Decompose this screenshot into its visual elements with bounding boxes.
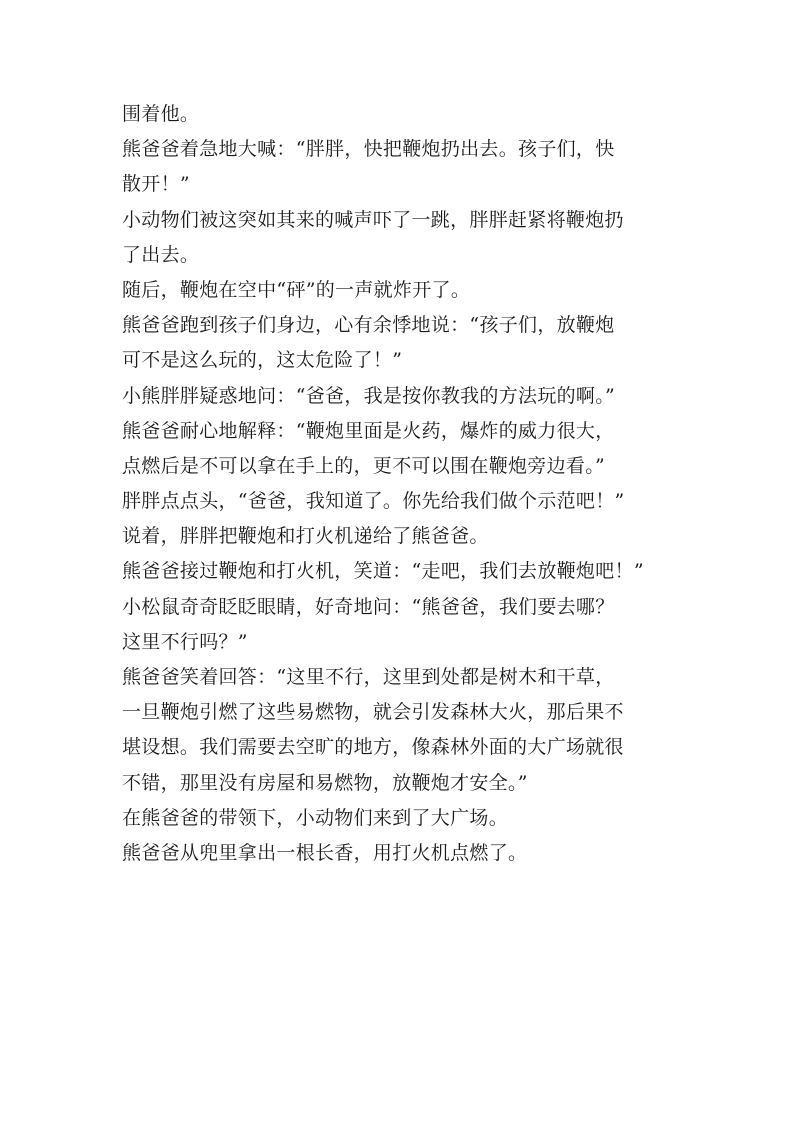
text-line: 熊爸爸从兜里拿出一根长香，用打火机点燃了。: [122, 841, 528, 864]
text-line: 小松鼠奇奇眨眨眼睛，好奇地问：“熊爸爸，我们要去哪？: [122, 595, 615, 618]
text-line: 点燃后是不可以拿在手上的，更不可以围在鞭炮旁边看。”: [122, 454, 606, 477]
text-line: 熊爸爸接过鞭炮和打火机，笑道：“走吧，我们去放鞭炮吧！”: [122, 560, 644, 583]
text-line: 熊爸爸耐心地解释：“鞭炮里面是火药，爆炸的威力很大，: [122, 419, 615, 442]
text-line: 这里不行吗？”: [122, 630, 248, 653]
text-line: 随后，鞭炮在空中“砰”的一声就炸开了。: [122, 278, 471, 301]
text-line: 可不是这么玩的，这太危险了！”: [122, 349, 403, 372]
text-line: 说着，胖胖把鞭炮和打火机递给了熊爸爸。: [122, 525, 489, 548]
text-line: 围着他。: [122, 103, 200, 125]
text-line: 不错，那里没有房屋和易燃物，放鞭炮才安全。”: [122, 771, 528, 794]
story-text: [122, 97, 682, 871]
text-line: 胖胖点点头，“爸爸，我知道了。你先给我们做个示范吧！”: [122, 490, 625, 513]
text-line: 熊爸爸着急地大喊：“胖胖，快把鞭炮扔出去。孩子们，快: [122, 138, 615, 161]
text-line: 堪设想。我们需要去空旷的地方，像森林外面的大广场就很: [122, 736, 624, 759]
text-line: 熊爸爸跑到孩子们身边，心有余悸地说：“孩子们，放鞭炮: [122, 314, 615, 337]
text-line: 在熊爸爸的带领下，小动物们来到了大广场。: [122, 806, 509, 829]
text-line: 小熊胖胖疑惑地问：“爸爸，我是按你教我的方法玩的啊。”: [122, 384, 616, 407]
text-line: 了出去。: [122, 243, 200, 266]
text-line: 熊爸爸笑着回答：“这里不行，这里到处都是树木和干草，: [122, 666, 615, 688]
text-line: 小动物们被这突如其来的喊声吓了一跳，胖胖赶紧将鞭炮扔: [122, 208, 624, 231]
text-line: 一旦鞭炮引燃了这些易燃物，就会引发森林大火，那后果不: [122, 701, 624, 724]
text-line: 散开！”: [122, 173, 190, 196]
